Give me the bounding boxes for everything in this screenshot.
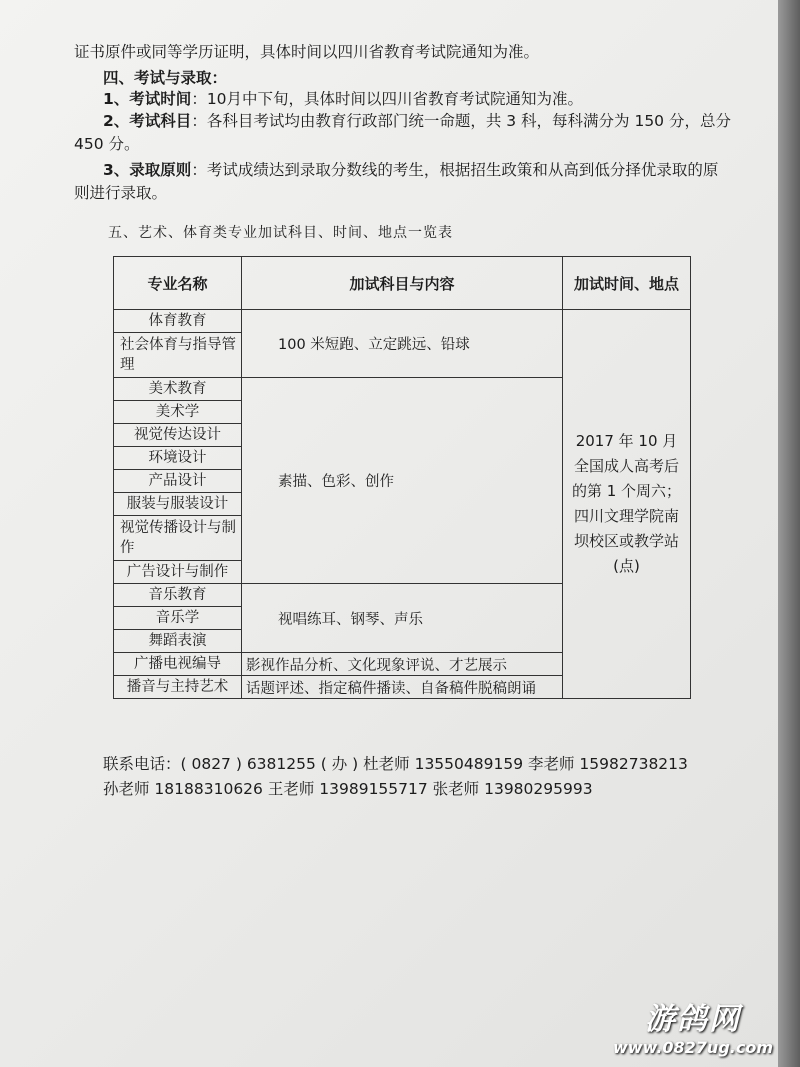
watermark-logo — [608, 994, 778, 1057]
major-cell: 产品设计 — [114, 470, 242, 493]
section4-item-3 — [103, 160, 718, 180]
major-cell: 环境设计 — [114, 447, 242, 470]
item-text: ：各科目考试均由教育行政部门统一命题，共 3 科，每科满分为 150 分，总分 — [191, 112, 731, 130]
intro-line: 证书原件或同等学历证明，具体时间以四川省教育考试院通知为准。 — [74, 43, 540, 61]
major-cell: 视觉传播设计与制作 — [114, 516, 242, 561]
content-cell: 影视作品分析、文化现象评说、才艺展示 — [242, 653, 563, 676]
item-num: 2、 — [103, 112, 130, 130]
major-cell: 舞蹈表演 — [114, 630, 242, 653]
header-major: 专业名称 — [114, 257, 242, 310]
major-cell: 社会体育与指导管理 — [114, 333, 242, 378]
major-cell: 广告设计与制作 — [114, 561, 242, 584]
item-num: 3、 — [103, 161, 130, 179]
item-label: 考试科目 — [129, 112, 192, 130]
major-cell: 服装与服装设计 — [114, 493, 242, 516]
header-content: 加试科目与内容 — [242, 257, 563, 310]
watermark-title: 游鸽网 — [645, 1002, 741, 1037]
time-place-cell: 2017 年 10 月全国成人高考后的第 1 个周六；四川文理学院南坝校区或教学站(点) — [563, 310, 691, 699]
content-cell: 视唱练耳、钢琴、声乐 — [242, 584, 563, 653]
major-cell: 广播电视编导 — [114, 653, 242, 676]
item-num: 1、 — [103, 90, 130, 108]
major-cell: 音乐学 — [114, 607, 242, 630]
item-label: 考试时间 — [129, 90, 192, 108]
section4-title: 四、考试与录取： — [103, 69, 228, 87]
major-cell: 音乐教育 — [114, 584, 242, 607]
contact-line-1: 联系电话：( 0827 ) 6381255 ( 办 ) 杜老师 13550489159 李老师 15982738213 — [103, 755, 688, 773]
major-cell: 视觉传达设计 — [114, 424, 242, 447]
content-cell: 100 米短跑、立定跳远、铅球 — [242, 310, 563, 378]
background-edge — [778, 0, 800, 1067]
major-cell: 体育教育 — [114, 310, 242, 333]
major-cell: 播音与主持艺术 — [114, 676, 242, 699]
contact-line-2: 孙老师 18188310626 王老师 13989155717 张老师 13980295993 — [103, 780, 593, 798]
section4-item-2 — [103, 111, 731, 131]
section5-title: 五、艺术、体育类专业加试科目、时间、地点一览表 — [108, 225, 453, 241]
section4-item-2-cont: 450 分。 — [74, 135, 140, 153]
major-cell: 美术教育 — [114, 378, 242, 401]
watermark-url: www.0827ug.com — [613, 1038, 773, 1057]
exam-table — [113, 256, 691, 699]
item-text: ：10月中下旬，具体时间以四川省教育考试院通知为准。 — [191, 90, 584, 108]
item-label: 录取原则 — [129, 161, 192, 179]
header-time-place: 加试时间、地点 — [563, 257, 691, 310]
section4-item-1 — [103, 89, 583, 109]
section4-item-3-cont: 则进行录取。 — [74, 184, 168, 202]
table-row — [114, 310, 691, 333]
content-cell: 素描、色彩、创作 — [242, 378, 563, 584]
major-cell: 美术学 — [114, 401, 242, 424]
item-text: ：考试成绩达到录取分数线的考生，根据招生政策和从高到低分择优录取的原 — [191, 161, 719, 179]
table-header-row — [114, 257, 691, 310]
content-cell: 话题评述、指定稿件播读、自备稿件脱稿朗诵 — [242, 676, 563, 699]
